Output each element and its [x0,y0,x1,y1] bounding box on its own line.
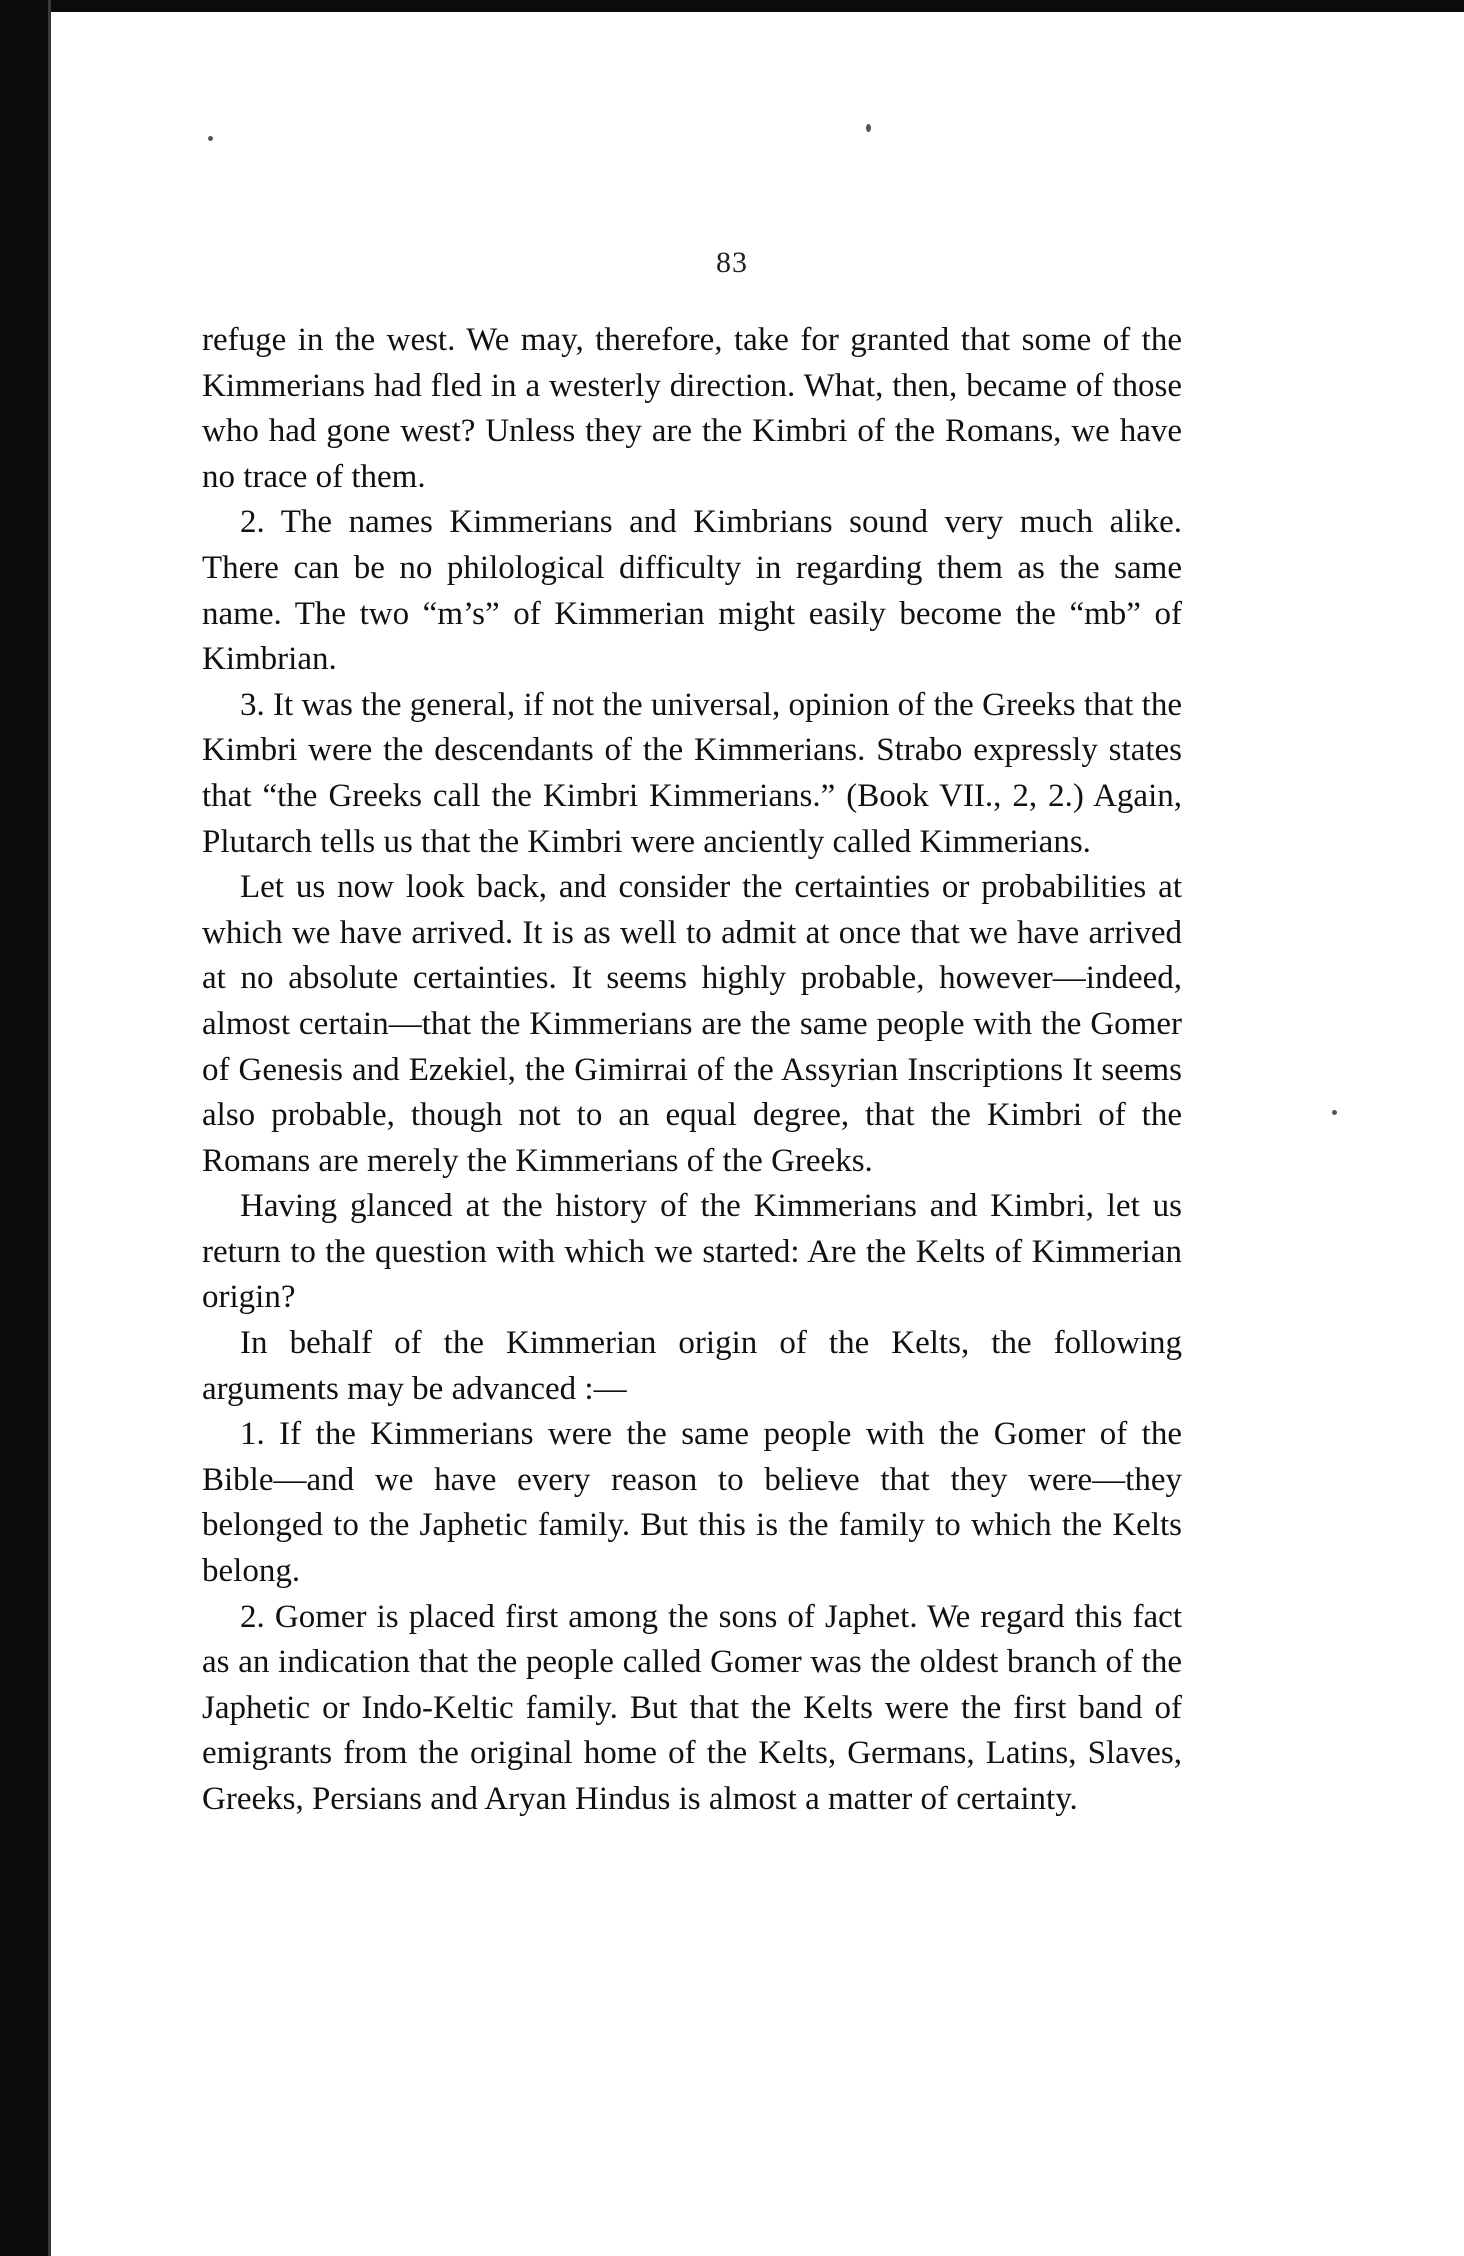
page-number: 83 [716,246,748,279]
paragraph-arguments-intro: In behalf of the Kimmerian origin of the Kelts, the following arguments may be advanced :— [202,1325,1182,1407]
paragraph-argument-two: 2. Gomer is placed first among the sons of Japhet. We regard this fact as an indication that the people called Gomer was the oldest branch of the Japhetic or Indo-Keltic family. But that the Kelts were the first band of emigrants from the original home of the Kelts, Germans, Latins, Slaves, Greeks, Persians and Aryan Hindus is almost a matter of certainty. [202,1598,1182,1817]
scan-border-top [0,0,1464,12]
scan-speck [208,136,213,141]
scan-speck [1332,1110,1337,1115]
paragraph-argument-one: 1. If the Kimmerians were the same people with the Gomer of the Bible—and we have every reason to believe that they were—they belonged to the Japhetic family. But this is the family to which the Kelts belong. [202,1416,1182,1590]
paragraph-certainties: Let us now look back, and consider the certainties or probabilities at which we have arrived. It is as well to admit at once that we have arrived at no absolute certainties. It seems highly probable, however—indeed, almost certain—that the Kimmerians are the same people with the Gomer of Genesis and Ezekiel, the Gimirrai of the Assyrian Inscriptions It seems also probable, though not to an equal degree, that the Kimbri of the Romans are merely the Kimmerians of the Greeks. [202,869,1182,1179]
scan-border-left-edge [48,0,51,2256]
scan-speck [866,124,871,132]
paragraph-names-similarity: 2. The names Kimmerians and Kimbrians sound very much alike. There can be no philological difficulty in regarding them as the same name. The two “m’s” of Kimmerian might easily become the “mb” of Kimbrian. [202,504,1182,678]
paragraph-return-to-question: Having glanced at the history of the Kimmerians and Kimbri, let us return to the question with which we started: Are the Kelts of Kimmerian origin? [202,1188,1182,1316]
paragraph-refuge-in-west: refuge in the west. We may, therefore, take for granted that some of the Kimmerians had fled in a westerly direction. What, then, became of those who had gone west? Unless they are the Kimbri of the Romans, we have no trace of them. [202,322,1182,495]
body-text [202,318,1182,1823]
paragraph-greek-opinion: 3. It was the general, if not the universal, opinion of the Greeks that the Kimbri were the descendants of the Kimmerians. Strabo expressly states that “the Greeks call the Kimbri Kimmerians.” (Book VII., 2, 2.) Again, Plutarch tells us that the Kimbri were anciently called Kimmerians. [202,686,1182,860]
scan-border-left [0,0,48,2256]
